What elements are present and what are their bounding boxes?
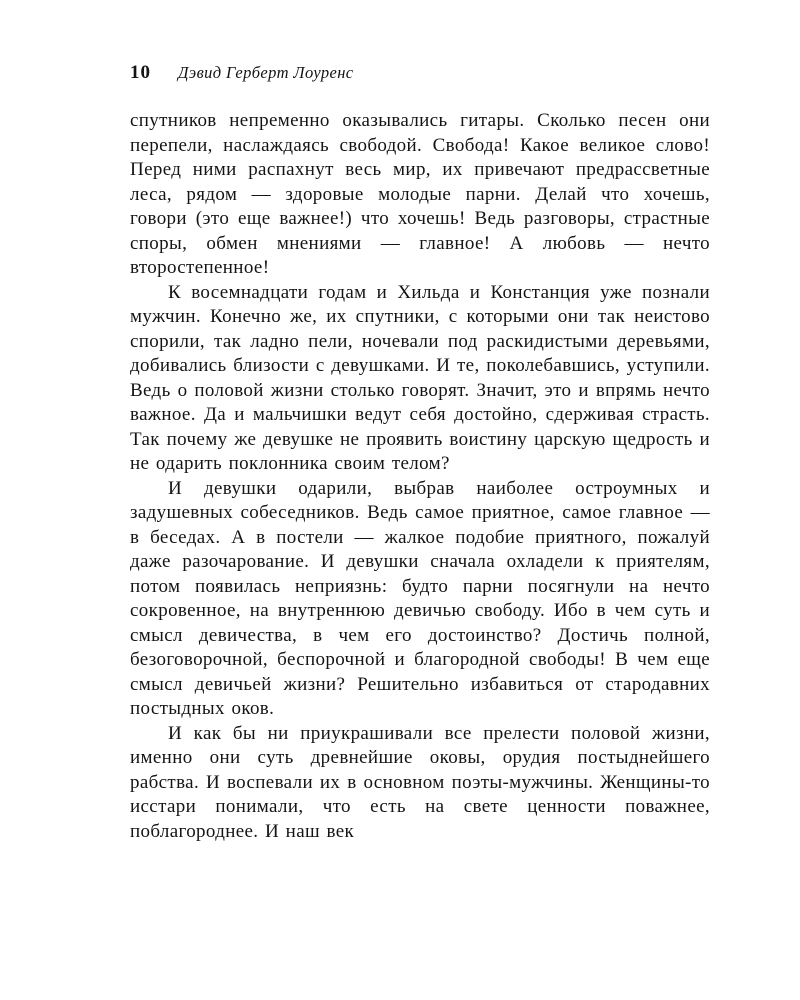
page-header — [130, 62, 710, 84]
paragraph: И девушки одарили, выбрав наиболее остроумных и задушевных собеседников. Ведь самое приятное, самое главное — в беседах. А в постели — жалкое подобие приятного, пожалуй даже разочарование. И девушки сначала охладели к приятелям, потом появилась неприязнь: будто парни посягнули на нечто сокровенное, на внутреннюю девичью свободу. Ибо в чем суть и смысл девичества, в чем его достоинство? Достичь полной, безоговорочной, беспорочной и благородной свободы! В чем еще смысл девичьей жизни? Решительно избавиться от стародавних постыдных оков. — [130, 477, 710, 719]
paragraph: И как бы ни приукрашивали все прелести половой жизни, именно они суть древнейшие оковы, орудия постыднейшего рабства. И воспевали их в основном поэты-мужчины. Женщины-то исстари понимали, что есть на свете ценности поважнее, поблагороднее. И наш век — [130, 722, 710, 842]
page-text — [130, 109, 710, 844]
paragraph: спутников непременно оказывались гитары. Сколько песен они перепели, наслаждаясь свободой. Свобода! Какое великое слово! Перед ними распахнут весь мир, их привечают предрассветные леса, рядом — здоровые молодые парни. Делай что хочешь, говори (это еще важнее!) что хочешь! Ведь разговоры, страстные споры, обмен мнениями — главное! А любовь — нечто второстепенное! — [130, 110, 710, 278]
running-title: Дэвид Герберт Лоуренс — [178, 63, 354, 82]
paragraph: К восемнадцати годам и Хильда и Констанция уже познали мужчин. Конечно же, их спутники, с которыми они так неистово спорили, так ладно пели, ночевали под раскидистыми деревьями, добивались близости с девушками. И те, поколебавшись, уступили. Ведь о половой жизни столько говорят. Значит, это и впрямь нечто важное. Да и мальчишки ведут себя достойно, сдерживая страсть. Так почему же девушке не проявить воистину царскую щедрость и не одарить поклонника своим телом? — [130, 281, 710, 474]
page-number: 10 — [130, 62, 151, 83]
